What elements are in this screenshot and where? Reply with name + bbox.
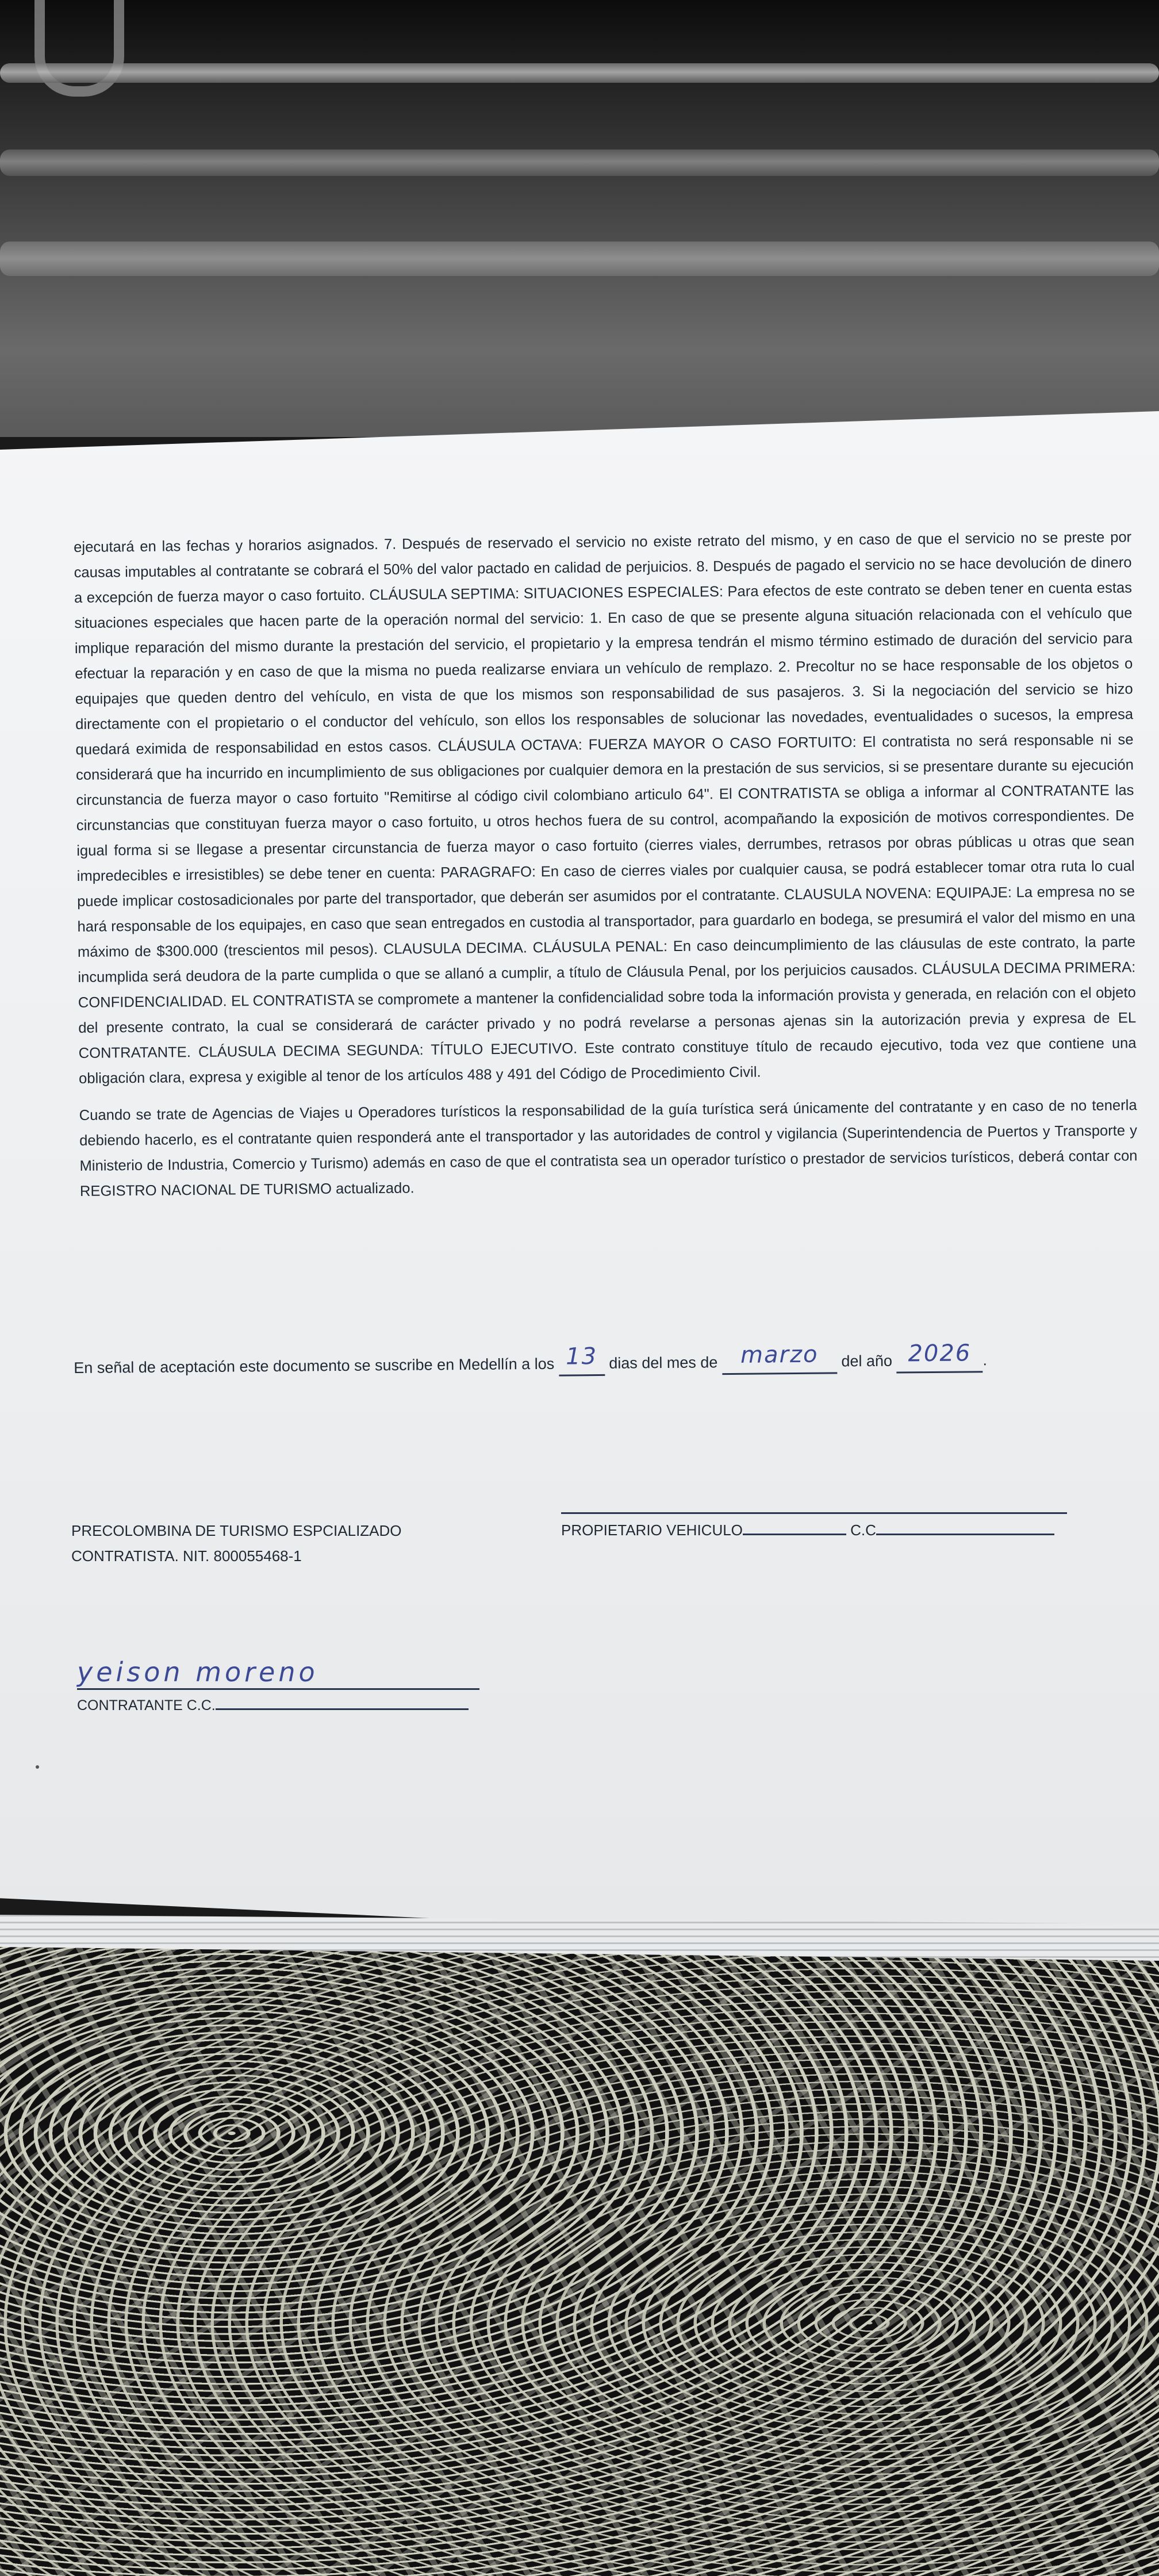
patterned-fabric: [0, 1943, 1159, 2576]
contratante-label: CONTRATANTE C.C.: [77, 1697, 216, 1713]
contratante-cc-field[interactable]: [216, 1693, 469, 1710]
contratante-block: [77, 1656, 514, 1714]
metal-rail: [0, 241, 1159, 276]
acceptance-end: .: [983, 1351, 988, 1369]
owner-signature-line[interactable]: [561, 1512, 1067, 1514]
contratante-signature[interactable]: yeison moreno: [77, 1656, 479, 1690]
acceptance-prefix: En señal de aceptación este documento se suscribe en Medellín a los: [74, 1355, 555, 1377]
company-name: PRECOLOMBINA DE TURISMO ESPCIALIZADO: [71, 1522, 402, 1539]
month-value: marzo: [740, 1341, 819, 1368]
year-field[interactable]: [896, 1340, 983, 1373]
acceptance-mid: dias del mes de: [609, 1354, 718, 1372]
owner-cc-label: C.C: [850, 1521, 876, 1539]
contract-body: [74, 524, 1138, 1204]
tourism-agencies-paragraph: Cuando se trate de Agencias de Viajes u Operadores turísticos la responsabilidad de la guía turística será únicamente del contratante y en caso de no tenerla debiendo hacerlo, es el contratante quien responderá ante el transportador y las autoridades de control y vigilancia (Superintendencia de Puertos y Transporte y Ministerio de Industria, Comercio y Turismo) además en caso de que el contratista sea un operador turístico o prestador de servicios turísticos, deberá contar con REGISTRO NACIONAL DE TURISMO actualizado.: [79, 1097, 1138, 1199]
year-value: 2026: [908, 1340, 972, 1367]
owner-block: [561, 1512, 1067, 1543]
month-field[interactable]: [722, 1341, 837, 1375]
contratista-block: [71, 1518, 531, 1569]
year-label: del año: [841, 1352, 893, 1370]
day-field[interactable]: [558, 1343, 604, 1377]
day-value: 13: [565, 1343, 598, 1370]
owner-label: PROPIETARIO VEHICULO: [561, 1521, 743, 1539]
metal-rail: [0, 63, 1159, 83]
company-nit: CONTRATISTA. NIT. 800055468-1: [71, 1547, 302, 1565]
contract-clauses-paragraph: ejecutará en las fechas y horarios asignados. 7. Después de reservado el servicio no existe retrato del mismo, y en caso de que el servicio no se preste por causas imputables al contratante se cobrará el 50% del valor pactado en calidad de perjuicios. 8. Después de pagado el servicio no se hace devolución de dinero a excepción de fuerza mayor o caso fortuito. CLÁUSULA SEPTIMA: SITUACIONES ESPECIALES: Para efectos de este contrato se deben tener en cuenta estas situaciones especiales que hacen parte de la operación normal del servicio: 1. En caso de que se presente alguna situación relacionada con el vehículo que implique reparación del mismo durante la prestación del servicio, el propietario y la empresa tendrán el mismo término estimado de duración del servicio para efectuar la reparación y en caso de que la misma no pueda realizarse enviara un vehículo de remplazo. 2. Precoltur no se hace responsable de los objetos o equipajes que queden dentro del vehículo, en vista de que los mismos son responsabilidad de sus pasajeros. 3. Si la negociación del servicio se hizo directamente con el propietario o el conductor del vehículo, son ellos los responsables de solucionar las novedades, eventualidades o sucesos, la empresa quedará eximida de responsabilidad en estos casos. CLÁUSULA OCTAVA: FUERZA MAYOR O CASO FORTUITO: El contratista no será responsable ni se considerará que ha incurrido en incumplimiento de sus obligaciones por cualquier demora en la prestación de sus servicios, si se presentare durante su ejecución circunstancia de fuerza mayor o caso fortuito "Remitirse al código civil colombiano articulo 64". El CONTRATISTA se obliga a informar al CONTRATANTE las circunstancias que constituyan fuerza mayor o caso fortuito, u otros hechos fuera de su control, acompañando la exposición de motivos correspondientes. De igual forma si se llegase a presentar circunstancia de fuerza mayor o caso fortuito (cierres viales, derrumbes, retrasos por obras públicas u otras que sean impredecibles e irresistibles) se debe tener en cuenta: PARAGRAFO: En caso de cierres viales por cualquier causa, se podrá establecer tomar otra ruta lo cual puede implicar costosadicionales por parte del transportador, que deberán ser asumidos por el contratante. CLAUSULA NOVENA: EQUIPAJE: La empresa no se hará responsable de los equipajes, en caso que sean entregados en custodia al transportador, para guardarlo en bodega, se presumirá el valor del mismo en una máximo de $300.000 (trescientos mil pesos). CLAUSULA DECIMA. CLÁUSULA PENAL: En caso deincumplimiento de las cláusulas de este contrato, la parte incumplida será deudora de la parte cumplida o que se allanó a cumplir, a título de Cláusula Penal, por los perjuicios causados. CLÁUSULA DECIMA PRIMERA: CONFIDENCIALIDAD. EL CONTRATISTA se compromete a mantener la confidencialidad sobre toda la información provista y generada, en relación con el objeto del presente contrato, la cual se considerará de carácter privado y no podrá revelarse a personas ajenas sin la autorización previa y expresa de EL CONTRATANTE. CLÁUSULA DECIMA SEGUNDA: TÍTULO EJECUTIVO. Este contrato constituye título de recaudo ejecutivo, toda vez que contiene una obligación clara, expresa y exigible al tenor de los artículos 488 y 491 del Código de Procedimiento Civil.: [74, 529, 1137, 1087]
page-mark: [36, 1765, 39, 1769]
metal-rail: [0, 150, 1159, 176]
owner-cc-field[interactable]: [876, 1519, 1054, 1535]
owner-name-field[interactable]: [743, 1519, 846, 1535]
background-top-surface: [0, 0, 1159, 437]
